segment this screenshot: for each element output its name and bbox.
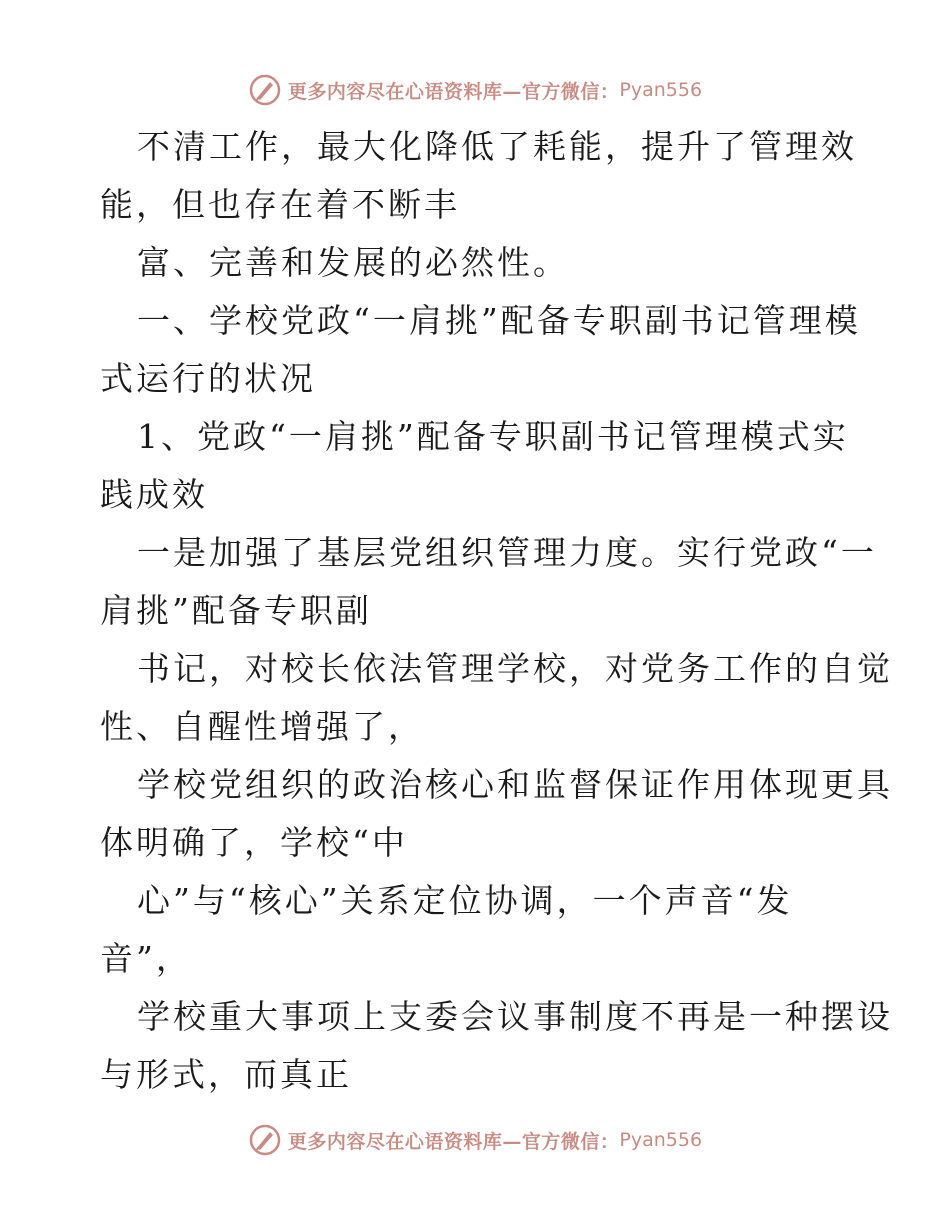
- header-watermark: [0, 68, 950, 112]
- body-line: 体明确了，学校“中: [100, 823, 408, 862]
- body-line: 能，但也存在着不断丰: [100, 185, 460, 224]
- body-line: 学校重大事项上支委会议事制度不再是一种摆设: [137, 997, 893, 1036]
- footer-watermark-text: 更多内容尽在心语资料库—官方微信：: [287, 1130, 620, 1153]
- body-line: 书记，对校长依法管理学校，对党务工作的自觉: [137, 649, 893, 688]
- body-line: 式运行的状况: [100, 359, 316, 398]
- body-line: 一是加强了基层党组织管理力度。实行党政“一: [137, 533, 877, 572]
- body-line: 践成效: [100, 475, 208, 514]
- footer-wechat-id: Pyan556: [619, 1129, 703, 1151]
- body-line: 肩挑”配备专职副: [100, 591, 372, 630]
- body-line: 心”与“核心”关系定位协调，一个声音“发: [137, 881, 793, 920]
- quill-logo-icon: [248, 1123, 282, 1157]
- body-line: 音”，: [100, 939, 192, 978]
- body-line: 学校党组织的政治核心和监督保证作用体现更具: [137, 765, 893, 804]
- body-line: 不清工作，最大化降低了耗能，提升了管理效: [137, 127, 857, 166]
- body-line: 富、完善和发展的必然性。: [137, 243, 569, 282]
- header-watermark-text: 更多内容尽在心语资料库—官方微信：: [287, 80, 620, 103]
- body-line: 性、自醒性增强了，: [100, 707, 424, 746]
- body-line: 一、学校党政“一肩挑”配备专职副书记管理模: [137, 301, 861, 340]
- footer-watermark: [0, 1118, 950, 1162]
- header-wechat-id: Pyan556: [619, 79, 703, 101]
- body-line: 1、党政“一肩挑”配备专职副书记管理模式实: [137, 417, 849, 456]
- quill-logo-icon: [248, 73, 282, 107]
- body-line: 与形式，而真正: [100, 1055, 352, 1094]
